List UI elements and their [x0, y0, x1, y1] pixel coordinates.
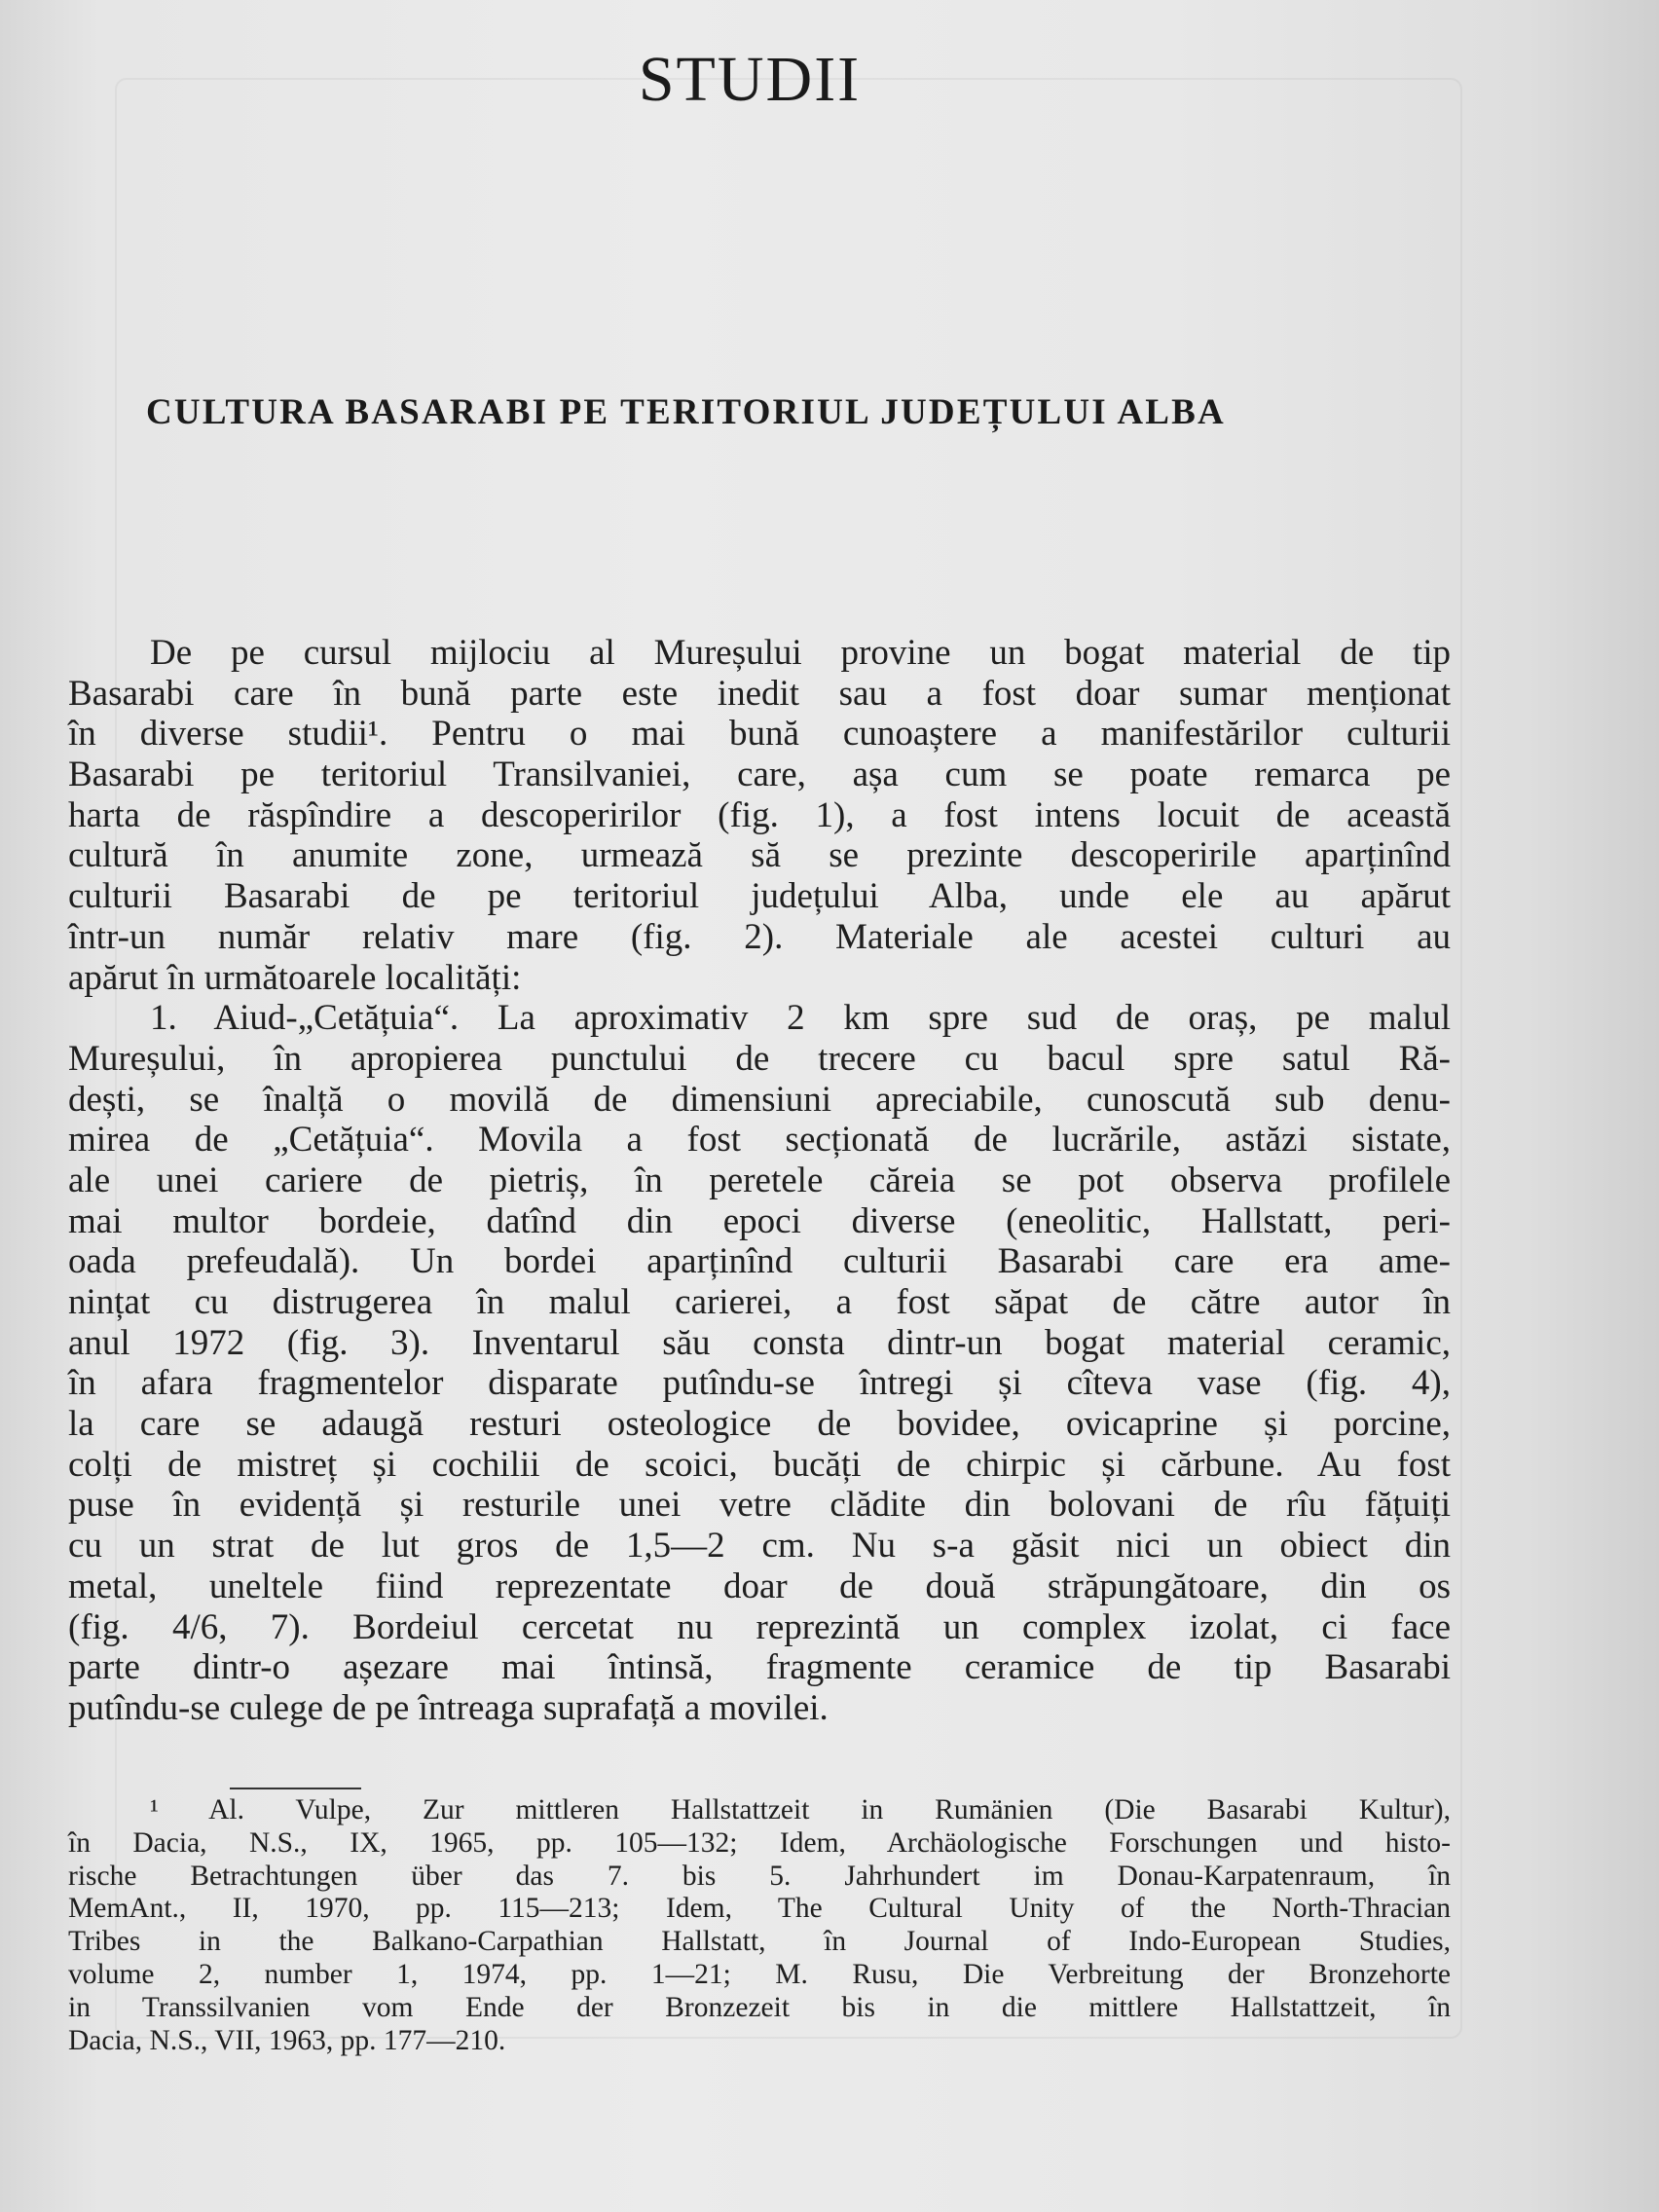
- footnote-line: în Dacia, N.S., IX, 1965, pp. 105—132; Idem, Archäologische Forschungen und histo-: [68, 1826, 1451, 1859]
- body-line: harta de răspîndire a descoperirilor (fig. 1), a fost intens locuit de această: [68, 794, 1451, 835]
- body-line: oada prefeudală). Un bordei aparținînd culturii Basarabi care era ame-: [68, 1241, 1451, 1282]
- article-title: CULTURA BASARABI PE TERITORIUL JUDEȚULUI ALBA: [146, 392, 1226, 432]
- body-line: cultură în anumite zone, urmează să se prezinte descoperirile aparținînd: [68, 835, 1451, 876]
- body-line: 1. Aiud-„Cetățuia“. La aproximativ 2 km spre sud de oraș, pe malul: [150, 998, 1451, 1039]
- body-line: Basarabi pe teritoriul Transilvaniei, care, așa cum se poate remarca pe: [68, 755, 1451, 795]
- footnote-line: in Transsilvanien vom Ende der Bronzezeit bis in die mittlere Hallstattzeit, în: [68, 1991, 1451, 2023]
- body-line: mai multor bordeie, datînd din epoci diverse (eneolitic, Hallstatt, peri-: [68, 1200, 1451, 1241]
- footnote-line: volume 2, number 1, 1974, pp. 1—21; M. Rusu, Die Verbreitung der Bronzehorte: [68, 1958, 1451, 1990]
- body-line: mirea de „Cetățuia“. Movila a fost secționată de lucrările, astăzi sistate,: [68, 1120, 1451, 1161]
- body-line: (fig. 4/6, 7). Bordeiul cercetat nu reprezintă un complex izolat, ci face: [68, 1606, 1451, 1647]
- body-line: culturii Basarabi de pe teritoriul județului Alba, unde ele au apărut: [68, 876, 1451, 917]
- article-body: [68, 633, 1451, 1729]
- body-line: apărut în următoarele localități:: [68, 957, 522, 998]
- body-line: De pe cursul mijlociu al Mureșului provine un bogat material de tip: [150, 633, 1451, 673]
- body-line: dești, se înalță o movilă de dimensiuni apreciabile, cunoscută sub denu-: [68, 1079, 1451, 1120]
- body-line: la care se adaugă resturi osteologice de bovidee, ovicaprine și porcine,: [68, 1404, 1451, 1445]
- body-line: puse în evidență și resturile unei vetre clădite din bolovani de rîu fățuiți: [68, 1485, 1451, 1526]
- body-line: în afara fragmentelor disparate putîndu-se întregi și cîteva vase (fig. 4),: [68, 1363, 1451, 1404]
- footnote-line: rische Betrachtungen über das 7. bis 5. Jahrhundert im Donau-Karpatenraum, în: [68, 1860, 1451, 1892]
- body-line: într-un număr relativ mare (fig. 2). Materiale ale acestei culturi au: [68, 916, 1451, 957]
- body-line: cu un strat de lut gros de 1,5—2 cm. Nu s-a găsit nici un obiect din: [68, 1526, 1451, 1567]
- section-heading: STUDII: [638, 44, 862, 115]
- body-line: colți de mistreț și cochilii de scoici, bucăți de chirpic și cărbune. Au fost: [68, 1444, 1451, 1485]
- body-line: ale unei cariere de pietriș, în peretele căreia se pot observa profilele: [68, 1160, 1451, 1200]
- footnote-separator: [230, 1788, 361, 1789]
- body-line: nințat cu distrugerea în malul carierei, a fost săpat de către autor în: [68, 1282, 1451, 1322]
- body-line: metal, uneltele fiind reprezentate doar de două străpungătoare, din os: [68, 1566, 1451, 1606]
- body-line: anul 1972 (fig. 3). Inventarul său consta dintr-un bogat material ceramic,: [68, 1322, 1451, 1363]
- body-line: Basarabi care în bună parte este inedit sau a fost doar sumar menționat: [68, 673, 1451, 714]
- body-line: parte dintr-o așezare mai întinsă, fragmente ceramice de tip Basarabi: [68, 1647, 1451, 1688]
- body-line: putîndu-se culege de pe întreaga suprafață a movilei.: [68, 1687, 829, 1728]
- footnote-line: Tribes in the Balkano-Carpathian Hallstatt, în Journal of Indo-European Studies,: [68, 1926, 1451, 1958]
- footnote-line: Dacia, N.S., VII, 1963, pp. 177—210.: [68, 2024, 506, 2056]
- footnotes: [68, 1794, 1451, 2057]
- footnote-line: MemAnt., II, 1970, pp. 115—213; Idem, The Cultural Unity of the North-Thracian: [68, 1893, 1451, 1925]
- body-line: în diverse studii¹. Pentru o mai bună cunoaștere a manifestărilor culturii: [68, 714, 1451, 755]
- footnote-line: ¹ Al. Vulpe, Zur mittleren Hallstattzeit in Rumänien (Die Basarabi Kultur),: [150, 1794, 1451, 1825]
- body-line: Mureșului, în apropierea punctului de trecere cu bacul spre satul Ră-: [68, 1038, 1451, 1079]
